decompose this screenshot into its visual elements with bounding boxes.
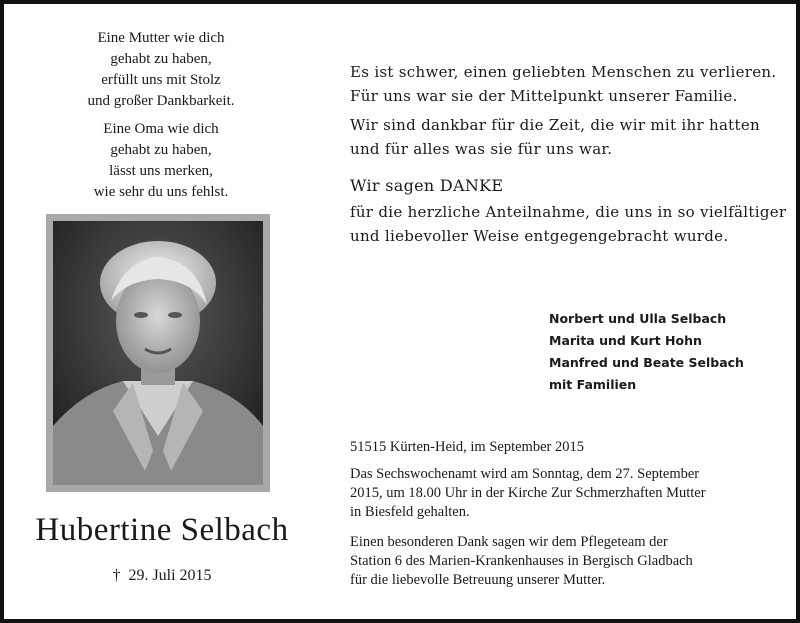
poem-grandma (31, 119, 291, 203)
message-line: Wir sind dankbar für die Zeit, die wir mit ihr hatten (350, 116, 760, 134)
message-line: Für uns war sie der Mittelpunkt unserer Familie. (350, 87, 738, 105)
poem-line: Eine Oma wie dich (103, 121, 219, 137)
message-paragraph-2 (350, 113, 760, 161)
notice-line: 2015, um 18.00 Uhr in der Kirche Zur Schmerzhaften Mutter (350, 485, 706, 501)
message-paragraph-3 (350, 200, 786, 248)
poem-line: lässt uns merken, (109, 163, 213, 179)
signer: Norbert und Ulla Selbach (549, 311, 727, 326)
danke-heading: Wir sagen DANKE (350, 176, 504, 195)
service-notice (350, 465, 766, 522)
poem-line: wie sehr du uns fehlst. (93, 184, 229, 200)
poem-line: erfüllt uns mit Stolz (101, 72, 221, 88)
deceased-name: Hubertine Selbach (35, 512, 289, 548)
portrait-photo-icon (53, 221, 263, 485)
poem-line: gehabt zu haben, (110, 51, 212, 67)
signer: Manfred und Beate Selbach (549, 355, 744, 370)
poem-mother (31, 28, 291, 112)
notice-line: Station 6 des Marien-Krankenhauses in Bergisch Gladbach (350, 553, 693, 569)
notice-line: Einen besonderen Dank sagen wir dem Pflegeteam der (350, 534, 668, 550)
notice-line: Das Sechswochenamt wird am Sonntag, dem 27. September (350, 466, 700, 482)
portrait-frame (46, 214, 270, 492)
signer: mit Familien (549, 377, 637, 392)
message-line: und liebevoller Weise entgegengebracht wurde. (350, 227, 729, 245)
thanks-notice (350, 533, 766, 590)
notice-line: in Biesfeld gehalten. (350, 504, 470, 520)
signers-list (549, 308, 744, 396)
cross-icon: † (112, 567, 121, 584)
message-line: und für alles was sie für uns war. (350, 140, 613, 158)
poem-line: Eine Mutter wie dich (97, 30, 225, 46)
signer: Marita und Kurt Hohn (549, 333, 702, 348)
death-date-text: 29. Juli 2015 (128, 567, 212, 584)
message-paragraph-1 (350, 60, 776, 108)
notice-line: für die liebevolle Betreuung unserer Mutter. (350, 572, 606, 588)
message-line: Es ist schwer, einen geliebten Menschen zu verlieren. (350, 63, 777, 81)
death-date (22, 567, 302, 585)
place-date: 51515 Kürten-Heid, im September 2015 (350, 439, 584, 455)
poem-line: gehabt zu haben, (110, 142, 212, 158)
poem-line: und großer Dankbarkeit. (87, 93, 235, 109)
message-line: für die herzliche Anteilnahme, die uns in so vielfältiger (350, 203, 787, 221)
